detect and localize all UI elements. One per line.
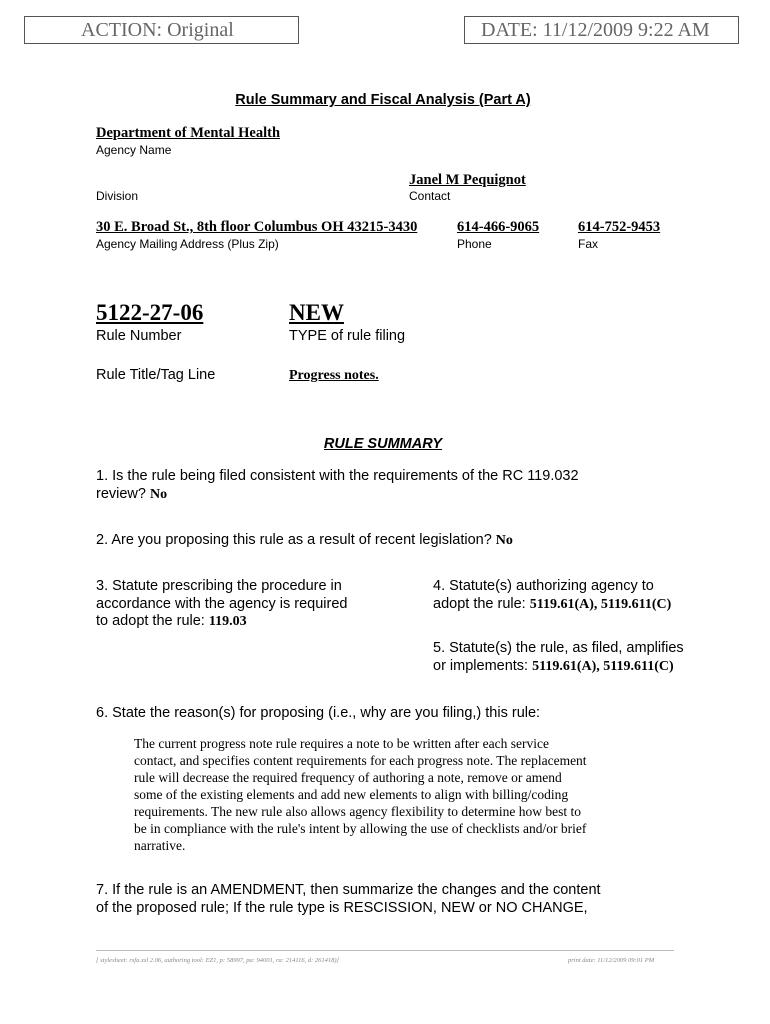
action-text: ACTION: Original xyxy=(81,19,234,41)
question-5-line2 xyxy=(433,658,674,675)
question-1-text: review? xyxy=(96,486,146,502)
question-4-line2 xyxy=(433,596,671,613)
phone-label: Phone xyxy=(457,237,492,251)
question-3-line3 xyxy=(96,613,247,630)
agency-name-label: Agency Name xyxy=(96,143,172,157)
question-6: 6. State the reason(s) for proposing (i.e., why are you filing,) this rule: xyxy=(96,705,541,721)
question-6-answer xyxy=(134,735,587,854)
date-box xyxy=(464,16,739,44)
answer-line: narrative. xyxy=(134,838,186,853)
question-1-answer: No xyxy=(150,487,168,502)
answer-line: rule will decrease the required frequency of authoring a note, remove or amend xyxy=(134,770,562,785)
contact-label: Contact xyxy=(409,189,451,203)
question-1-line1: 1. Is the rule being filed consistent with the requirements of the RC 119.032 xyxy=(96,468,579,484)
rule-number-label: Rule Number xyxy=(96,328,182,344)
answer-line: be in compliance with the rule's intent by allowing the use of checklists and/or brief xyxy=(134,821,587,836)
rule-type-value: NEW xyxy=(289,300,344,325)
fax-label: Fax xyxy=(578,237,599,251)
division-label: Division xyxy=(96,189,139,203)
rule-summary-heading: RULE SUMMARY xyxy=(323,436,443,452)
answer-line: The current progress note rule requires a note to be written after each service xyxy=(134,736,549,751)
rule-title-label: Rule Title/Tag Line xyxy=(96,367,216,383)
question-4-line1: 4. Statute(s) authorizing agency to xyxy=(433,578,654,594)
question-5-answer: 5119.61(A), 5119.611(C) xyxy=(532,659,674,674)
question-2 xyxy=(96,532,513,549)
footer-stylesheet-info: [ stylesheet: rsfa.xsl 2.06, authoring tool: EZ1, p: 58997, pa: 94001, ra: 214116, d: 261418)] xyxy=(96,957,340,964)
action-box xyxy=(24,16,299,44)
answer-line: contact, and specifies content requirements for each progress note. The replacement xyxy=(134,753,587,768)
question-7-line1: 7. If the rule is an AMENDMENT, then summarize the changes and the content xyxy=(96,882,601,898)
fax-value: 614-752-9453 xyxy=(578,219,661,235)
agency-name-value: Department of Mental Health xyxy=(96,125,281,141)
footer-print-date: print date: 11/12/2009 09:01 PM xyxy=(568,957,655,964)
contact-value: Janel M Pequignot xyxy=(409,172,526,188)
date-text: DATE: 11/12/2009 9:22 AM xyxy=(481,19,710,41)
phone-value: 614-466-9065 xyxy=(457,219,540,235)
question-5-text: or implements: xyxy=(433,658,529,674)
footer-divider xyxy=(96,950,674,951)
question-4-text: adopt the rule: xyxy=(433,596,526,612)
page-title: Rule Summary and Fiscal Analysis (Part A) xyxy=(235,92,531,108)
question-5-line1: 5. Statute(s) the rule, as filed, amplifies xyxy=(433,640,684,656)
answer-line: some of the existing elements and add new elements to align with billing/coding xyxy=(134,787,569,802)
address-label: Agency Mailing Address (Plus Zip) xyxy=(96,237,279,251)
question-1-line2 xyxy=(96,486,167,503)
question-3-line2: accordance with the agency is required xyxy=(96,596,348,612)
question-4-answer: 5119.61(A), 5119.611(C) xyxy=(529,597,672,612)
rule-number-value: 5122-27-06 xyxy=(96,300,204,325)
question-3-line1: 3. Statute prescribing the procedure in xyxy=(96,578,342,594)
rule-title-value: Progress notes. xyxy=(289,368,379,383)
question-2-answer: No xyxy=(495,533,513,548)
question-3-text: to adopt the rule: xyxy=(96,613,205,629)
answer-line: requirements. The new rule also allows agency flexibility to determine how best to xyxy=(134,804,582,819)
question-7-line2: of the proposed rule; If the rule type is RESCISSION, NEW or NO CHANGE, xyxy=(96,900,588,916)
question-3-answer: 119.03 xyxy=(208,614,247,629)
question-2-text: 2. Are you proposing this rule as a result of recent legislation? xyxy=(96,532,492,548)
rule-type-label: TYPE of rule filing xyxy=(289,328,406,344)
address-value: 30 E. Broad St., 8th floor Columbus OH 43215-3430 xyxy=(96,219,418,235)
